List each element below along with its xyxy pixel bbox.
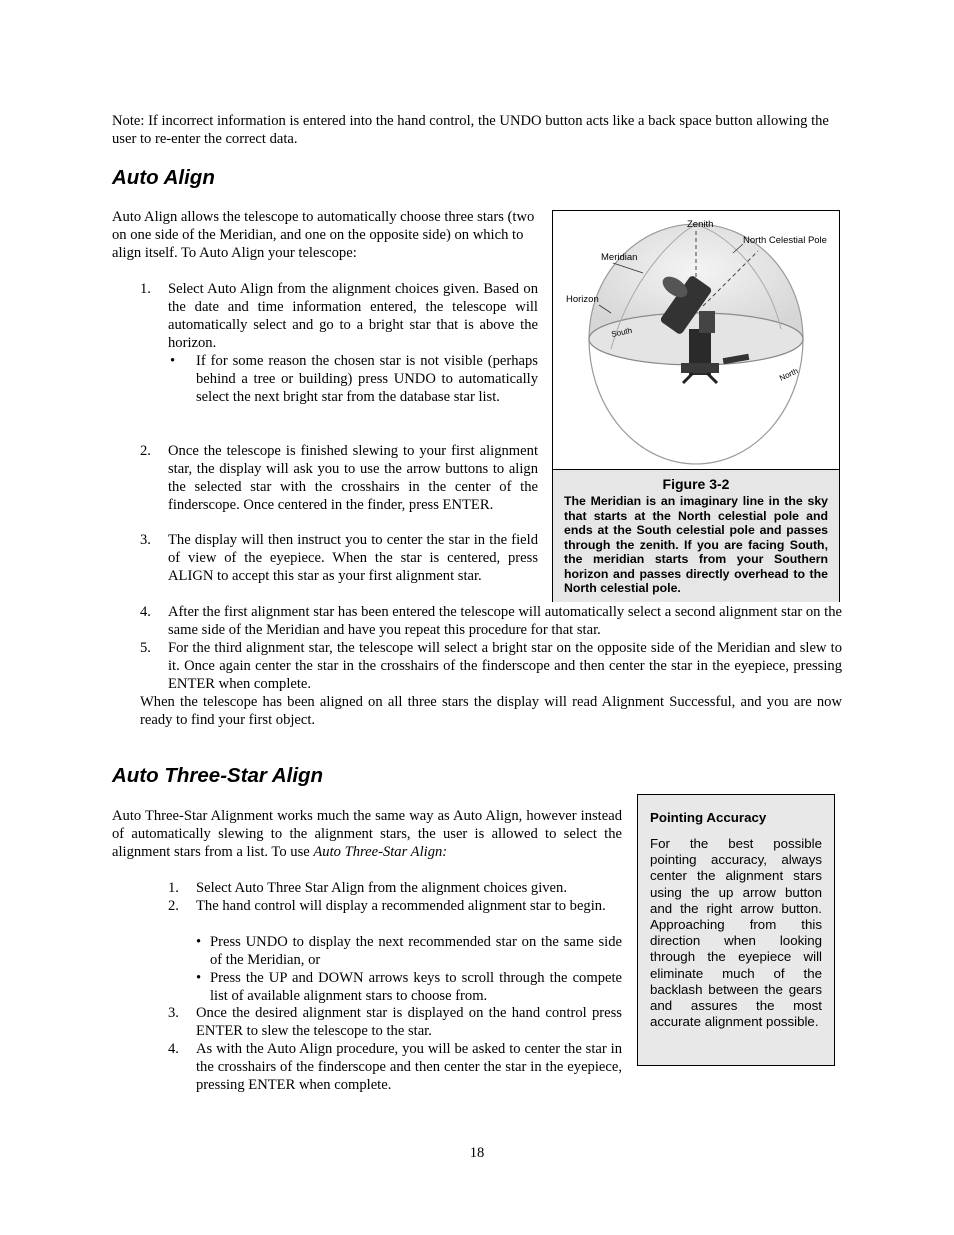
page-number: 18 [469, 1145, 485, 1161]
bullet-icon: • [196, 970, 202, 986]
figure-3-2 [552, 210, 840, 602]
sidebar-text: For the best possible pointing accuracy, always center the alignment stars using the up arrow button and the right arrow button. Approaching from this direction when looking through the eyepiece will eliminate much of the backlash between the gears and assures the most accurate alignment possible. [650, 836, 822, 1030]
auto-align-step-2 [140, 442, 538, 514]
three-star-step-3 [168, 1004, 622, 1040]
bullet-icon: • [196, 934, 202, 950]
three-star-step-4 [168, 1040, 622, 1094]
sidebar-title: Pointing Accuracy [650, 810, 767, 825]
auto-three-star-intro [112, 807, 622, 861]
label-zenith: Zenith [687, 219, 714, 230]
label-south: South [610, 325, 633, 339]
step-number: 2. [168, 898, 179, 914]
figure-title: Figure 3-2 [662, 476, 730, 492]
step-text: After the first alignment star has been entered the telescope will automatically select a second alignment star on the same side of the Meridian and have you repeat this procedure for that star. [168, 604, 842, 638]
intro-text: Auto Three-Star Alignment works much the same way as Auto Align, however instead of automatically slewing to the alignment stars, the user is allowed to select the alignment stars from a list. To use [112, 808, 622, 860]
step-text: The display will then instruct you to center the star in the field of view of the eyepiece. When the star is centered, press ALIGN to accept this star as your first alignment star. [168, 532, 538, 584]
step-text: As with the Auto Align procedure, you will be asked to center the star in the crosshairs of the finderscope and then center the star in the eyepiece, pressing ENTER when complete. [196, 1041, 622, 1093]
step-number: 4. [140, 604, 151, 620]
step-text: Once the desired alignment star is displayed on the hand control press ENTER to slew the telescope to the star. [196, 1005, 622, 1039]
three-star-step-1 [168, 879, 622, 897]
bullet-text: If for some reason the chosen star is not visible (perhaps behind a tree or building) press UNDO to automatically select the next bright star from the database star list. [196, 353, 538, 405]
figure-caption: The Meridian is an imaginary line in the sky that starts at the North celestial pole and ends at the South celestial pole and passes through the zenith. If you are facing South, the meridian starts from your Southern horizon and passes directly overhead to the North celestial pole. [564, 494, 828, 595]
step-number: 3. [168, 1005, 179, 1021]
auto-align-closing: When the telescope has been aligned on all three stars the display will read Alignment Successful, and you are now ready to find your first object. [140, 694, 842, 728]
auto-align-step-3 [140, 531, 538, 585]
step-text: The hand control will display a recommended alignment star to begin. [196, 898, 606, 914]
three-star-step-2-bullet-2 [196, 969, 622, 1005]
bullet-icon: • [170, 353, 176, 369]
label-meridian: Meridian [601, 252, 638, 263]
step-number: 4. [168, 1041, 179, 1057]
label-horizon: Horizon [566, 294, 599, 305]
celestial-sphere-illustration [553, 211, 839, 469]
bullet-text: Press UNDO to display the next recommended star on the same side of the Meridian, or [210, 934, 622, 968]
note-paragraph: Note: If incorrect information is entered into the hand control, the UNDO button acts like a back space button allowing the user to re-enter the correct data. [112, 113, 829, 147]
step-text: Once the telescope is finished slewing to your first alignment star, the display will ask you to use the arrow buttons to align the selected star with the crosshairs in the center of the finderscope. Once centered in the finder, press ENTER. [168, 443, 538, 513]
intro-italic: Auto Three-Star Align: [313, 844, 448, 860]
auto-align-step-4 [140, 603, 842, 639]
figure-caption-box [553, 469, 839, 602]
bullet-text: Press the UP and DOWN arrows keys to scroll through the compete list of available alignment stars to choose from. [210, 970, 622, 1004]
three-star-step-2-bullet-1 [196, 933, 622, 969]
auto-align-intro: Auto Align allows the telescope to automatically choose three stars (two on one side of the Meridian, and one on the opposite side) on which to align itself. To Auto Align your telescope: [112, 209, 535, 261]
label-north: North [778, 366, 800, 383]
auto-align-step-5 [140, 639, 842, 693]
three-star-step-2 [168, 897, 622, 915]
step-number: 3. [140, 532, 151, 548]
pointing-accuracy-sidebar [637, 794, 835, 1066]
section-heading-auto-align: Auto Align [112, 166, 215, 189]
step-number: 5. [140, 640, 151, 656]
auto-align-step-1 [140, 280, 538, 352]
step-number: 1. [140, 281, 151, 297]
label-north-celestial-pole: North Celestial Pole [743, 235, 827, 246]
step-number: 2. [140, 443, 151, 459]
step-text: For the third alignment star, the telescope will select a bright star on the opposite side of the Meridian and slew to it. Once again center the star in the crosshairs of the finderscope and then center the star in the eyepiece, pressing ENTER when complete. [168, 640, 842, 692]
step-text: Select Auto Three Star Align from the alignment choices given. [196, 880, 567, 896]
step-number: 1. [168, 880, 179, 896]
section-heading-auto-three-star-align: Auto Three-Star Align [112, 764, 324, 787]
auto-align-step-1-bullet [168, 352, 538, 406]
step-text: Select Auto Align from the alignment choices given. Based on the date and time information entered, the telescope will automatically select and go to a bright star that is above the horizon. [168, 281, 538, 351]
